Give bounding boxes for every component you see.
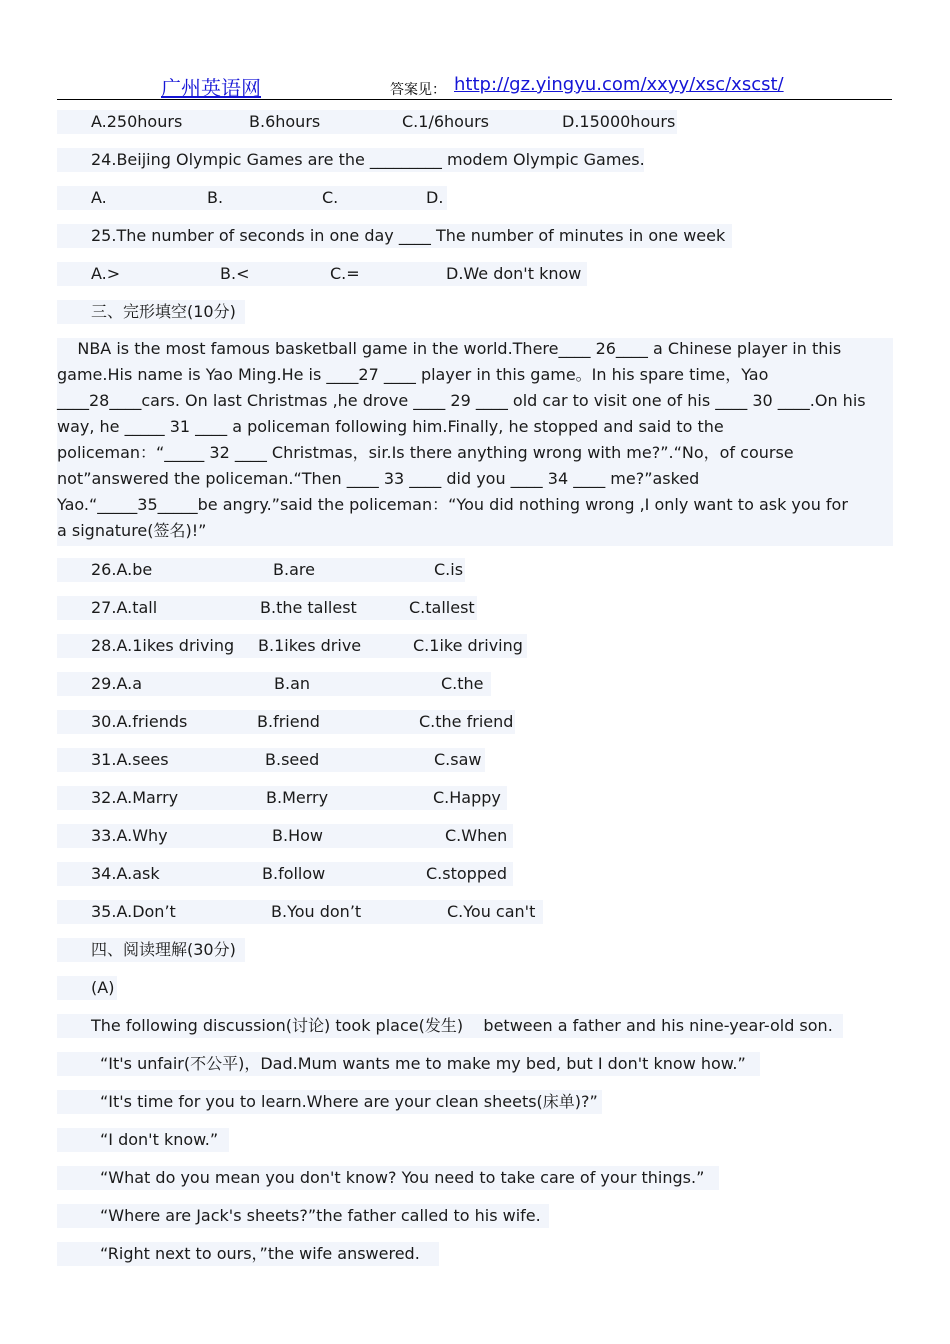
passage-text: “Where are Jack's sheets?”the father called to his wife.	[100, 1206, 541, 1225]
cloze-item-32	[57, 787, 893, 809]
option-c: C.tallest	[409, 598, 475, 617]
q23-options	[57, 111, 893, 133]
option-c: C.When	[445, 826, 508, 845]
passage-line	[57, 1205, 893, 1227]
site-name-link[interactable]: 广州英语网	[161, 76, 261, 100]
q25-option-a: A.>	[91, 264, 121, 283]
page-header	[57, 70, 892, 100]
option-a: 28.A.1ikes driving	[91, 636, 235, 655]
q23-option-d: D.15000hours	[562, 112, 676, 131]
option-a: 31.A.sees	[91, 750, 169, 769]
q24-options	[57, 187, 893, 209]
passage-label: (A)	[91, 978, 115, 997]
q24-stem: 24.Beijing Olympic Games are the _________ modem Olympic Games.	[91, 150, 645, 169]
passage-line	[57, 1167, 893, 1189]
cloze-line: way, he _____ 31 ____ a policeman following him.Finally, he stopped and said to the	[57, 417, 724, 436]
option-c: C.saw	[434, 750, 482, 769]
cloze-item-28	[57, 635, 893, 657]
passage-text: “It's unfair(不公平)，Dad.Mum wants me to make my bed, but I don't know how.”	[100, 1054, 746, 1073]
option-a: 29.A.a	[91, 674, 142, 693]
answer-label: 答案见：	[390, 82, 446, 98]
option-c: C.is	[434, 560, 464, 579]
cloze-line: ____28____cars. On last Christmas ,he drove ____ 29 ____ old car to visit one of his ____ 30 ____.On his	[57, 391, 866, 410]
cloze-item-30	[57, 711, 893, 733]
option-b: B.friend	[257, 712, 320, 731]
q23-option-a: A.250hours	[91, 112, 183, 131]
q25-stem: 25.The number of seconds in one day ____ The number of minutes in one week	[91, 226, 726, 245]
passage-text: “I don't know.”	[100, 1130, 219, 1149]
option-b: B.You don’t	[271, 902, 362, 921]
option-b: B.1ikes drive	[258, 636, 362, 655]
option-c: C.You can't	[447, 902, 536, 921]
cloze-line: NBA is the most famous basketball game in the world.There____ 26____ a Chinese player in this	[57, 339, 842, 358]
q23-option-b: B.6hours	[249, 112, 321, 131]
passage-line	[57, 1015, 893, 1037]
passage-text: “Right next to ours，”the wife answered.	[100, 1244, 420, 1263]
section-3-title-row	[57, 301, 893, 323]
option-c: C.Happy	[433, 788, 501, 807]
q23-option-c: C.1/6hours	[402, 112, 489, 131]
cloze-item-27	[57, 597, 893, 619]
option-c: C.the friend	[419, 712, 514, 731]
cloze-item-34	[57, 863, 893, 885]
cloze-item-33	[57, 825, 893, 847]
cloze-passage	[57, 336, 893, 544]
option-a: 30.A.friends	[91, 712, 188, 731]
option-a: 34.A.ask	[91, 864, 160, 883]
passage-text: “It's time for you to learn.Where are your clean sheets(床单)?”	[100, 1092, 598, 1111]
option-b: B.follow	[262, 864, 326, 883]
q25-options	[57, 263, 893, 285]
cloze-line: Yao.“_____35_____be angry.”said the policeman：“You did nothing wrong ,I only want to ask you for	[57, 495, 848, 514]
cloze-item-35	[57, 901, 893, 923]
cloze-item-26	[57, 559, 893, 581]
cloze-line: a signature(签名)!”	[57, 521, 207, 540]
passage-text: The following discussion(讨论) took place(发生) between a father and his nine-year-old son.	[91, 1016, 833, 1035]
passage-line	[57, 1129, 893, 1151]
q25-option-b: B.<	[220, 264, 250, 283]
option-b: B.an	[274, 674, 311, 693]
passage-label-row	[57, 977, 893, 999]
passage-line	[57, 1053, 893, 1075]
option-b: B.How	[272, 826, 323, 845]
passage-text: “What do you mean you don't know? You need to take care of your things.”	[100, 1168, 705, 1187]
option-b: B.are	[273, 560, 315, 579]
cloze-line: not”answered the policeman.“Then ____ 33 ____ did you ____ 34 ____ me?”asked	[57, 469, 700, 488]
q24-option-b: B.	[207, 188, 224, 207]
answer-url-link[interactable]: http://gz.yingyu.com/xxyy/xsc/xscst/	[454, 74, 784, 95]
option-a: 35.A.Don’t	[91, 902, 176, 921]
cloze-line: game.His name is Yao Ming.He is ____27 ____ player in this game。In his spare time，Yao	[57, 365, 769, 384]
q25-stem-row	[57, 225, 893, 247]
passage-line	[57, 1243, 893, 1265]
q24-option-a: A.	[91, 188, 107, 207]
option-c: C.1ike driving	[413, 636, 523, 655]
option-c: C.stopped	[426, 864, 507, 883]
section-3-title: 三、完形填空(10分)	[91, 302, 236, 321]
cloze-item-31	[57, 749, 893, 771]
section-4-title: 四、阅读理解(30分)	[91, 940, 236, 959]
cloze-item-29	[57, 673, 893, 695]
option-a: 27.A.tall	[91, 598, 158, 617]
q25-option-c: C.=	[330, 264, 360, 283]
option-b: B.the tallest	[260, 598, 357, 617]
option-c: C.the	[441, 674, 484, 693]
cloze-line: policeman：“_____ 32 ____ Christmas，sir.Is there anything wrong with me?”.“No，of course	[57, 443, 794, 462]
option-a: 32.A.Marry	[91, 788, 179, 807]
passage-line	[57, 1091, 893, 1113]
section-4-title-row	[57, 939, 893, 961]
q25-option-d: D.We don't know	[446, 264, 582, 283]
q24-option-d: D.	[426, 188, 444, 207]
option-a: 26.A.be	[91, 560, 153, 579]
option-b: B.seed	[265, 750, 320, 769]
q24-stem-row	[57, 149, 893, 171]
option-a: 33.A.Why	[91, 826, 168, 845]
option-b: B.Merry	[266, 788, 329, 807]
q24-option-c: C.	[322, 188, 339, 207]
